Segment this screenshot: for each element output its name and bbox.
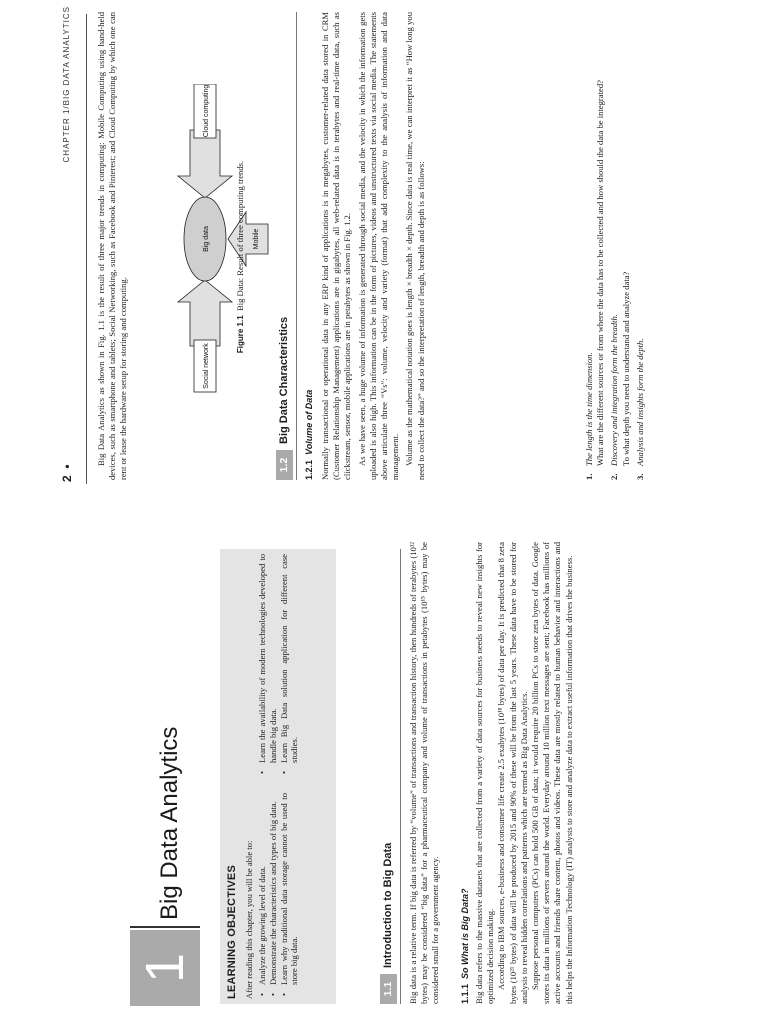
section-rule	[400, 549, 401, 1004]
list-item-title: Analysis and insights form the depth.	[634, 338, 645, 466]
list-item-title: Discovery and integration form the breadth.	[609, 314, 620, 466]
arrow-social-network	[178, 280, 232, 346]
mobile-label: Mobile	[253, 228, 260, 250]
arrow-mobile	[228, 212, 268, 266]
subsection-number: 1.2.1	[304, 459, 314, 480]
social-network-label: Social network	[203, 343, 210, 389]
subsection-1-1-1	[460, 888, 470, 1004]
subsection-1-2-1	[304, 390, 314, 480]
paragraph: As we have seen, a huge volume of information is generated through social media, and the velocity in which the information gets uploaded is also high. This information can be in the form of pictures, videos and unstructured texts via social media. The statements above articulate three “Vs”: volume, velocity and variety (format) that add complexity to the analysis of information and data management.	[356, 12, 401, 480]
list-item-body: To what depth you need to understand and analyze data?	[620, 271, 631, 466]
objectives-col-2	[257, 554, 300, 776]
figure-1-1	[150, 84, 270, 394]
running-head: CHAPTER 1/BIG DATA ANALYTICS	[62, 6, 71, 163]
paragraph: Big data refers to the massive datasets that are collected from a variety of data sources for business needs to reveal new insights for optimized decision making.	[474, 542, 496, 1004]
list-item-body: What are the different sources or from where the data has to be collected and how should the data be integrated?	[595, 80, 606, 466]
cloud-computing-label: Cloud computing	[203, 84, 210, 138]
objectives-intro: After reading this chapter, you will be able to:	[244, 840, 254, 999]
objective-item: • Analyze the growing level of data.	[257, 793, 268, 998]
paragraph: Suppose personal computers (PCs) can hold 500 GB of data; it would require 20 billion PCs to store zeta bytes of data. Google stores its data in millions of servers around the world. Everyday around 10 million text messages are sent; Facebook has millions of active accounts and friends share content, photos and videos. These data are mostly related to human behavior and interactions and this helps the Information Technology (IT) analysts to store and analyze data to extract useful information that drives the business.	[530, 542, 574, 1004]
objectives-col-1	[257, 793, 300, 998]
header-rule	[86, 14, 87, 484]
learning-objectives-box	[220, 549, 336, 1004]
figure-caption-text: Big Data: Result of three computing trends.	[235, 160, 245, 312]
list-item: 3. Analysis and insights form the depth.	[634, 338, 645, 480]
figure-caption-label: Figure 1.1	[236, 315, 245, 354]
subsection-body	[320, 12, 427, 480]
section-rule	[296, 12, 297, 480]
list-item: 1. The length is the time dimension. What are the different sources or from where the data has to be collected and how should the data be integrated?	[584, 12, 606, 480]
subsection-title: Volume of Data	[304, 389, 314, 455]
objective-item: • Learn Big Data solution application for different case studies.	[279, 554, 301, 776]
objective-item: • Demonstrate the characteristics and types of big data.	[268, 793, 279, 998]
paragraph: According to IBM sources, e-business and consumer life create 2.5 exabytes (10¹⁸ bytes) of data per day. It is predicted that 8 zeta bytes (10²¹ bytes) of data will be produced by 2015 and 90% of these will be from the last 5 years. These data have to be stored for analysis to reveal hidden correlations and patterns which are termed as Big Data Analytics.	[496, 542, 529, 1004]
objectives-title: LEARNING OBJECTIVES	[226, 865, 238, 999]
chapter-number: 1	[135, 952, 195, 984]
section-number: 1.1	[380, 974, 397, 1004]
list-item: 2. Discovery and integration form the breadth. To what depth you need to understand and analyze data?	[609, 12, 631, 480]
paragraph: Volume as the mathematical notation goes is length × breadth × depth. Since data is real time, we can interpret it as “How long you need to collect the data?” and so the interpretation of length, breadth and depth is as follows:	[404, 12, 426, 480]
section-title: Big Data Characteristics	[278, 316, 290, 444]
objective-item: • Learn why traditional data storage cannot be used to store big data.	[279, 793, 301, 998]
arrow-cloud-computing	[178, 130, 232, 198]
paragraph: Normally transactional or operational data in any ERP kind of applications is in megabytes, customer-related data stored in CRM (Customer Relationship Management) applications are in gigabytes, all web-related data is in terabytes and real-time data, such as clickstream, sensor, mobile applications are in petabytes as shown in Fig. 1.2.	[320, 12, 353, 480]
chapter-title: Big Data Analytics	[156, 726, 183, 920]
chapter-number-box	[130, 930, 200, 1006]
page-number: 2 •	[60, 464, 74, 482]
dimension-list	[584, 12, 646, 480]
chapter-divider	[130, 926, 200, 928]
subsection-body	[474, 542, 575, 1004]
intro-paragraph: Big Data Analytics as shown in Fig. 1.1 is the result of three major trends in computing: Mobile Computing using hand-held devices, such as smartphone and tablets; Social Networking, such as Facebook and Pinterest; and Cloud Computing by which one can rent or lease the hardware setup for storing and computing.	[96, 12, 129, 480]
list-item-title: The length is the time dimension.	[584, 352, 594, 466]
section-paragraph: Big data is a relative term. If big data is referred by “volume” of transactions and transaction history, then hundreds of terabytes (10¹² bytes) may be considered “big data” for a pharmaceutical company and volume of transactions in petabytes (10¹⁵ bytes) may be considered small for a government agency.	[408, 542, 441, 1004]
section-1-1-header	[380, 549, 397, 1004]
bullet-mark: •	[60, 464, 74, 469]
section-title: Introduction to Big Data	[382, 842, 394, 968]
big-data-label: Big data	[203, 226, 210, 252]
page-chapter-opener	[0, 514, 768, 1024]
figure-caption	[235, 0, 245, 514]
subsection-title: So What is Big Data?	[460, 888, 470, 979]
objective-item: • Learn the availability of modern technologies developed to handle big data.	[257, 554, 279, 776]
section-1-2-header	[276, 12, 293, 480]
subsection-number: 1.1.1	[460, 983, 470, 1004]
section-number: 1.2	[276, 450, 293, 480]
